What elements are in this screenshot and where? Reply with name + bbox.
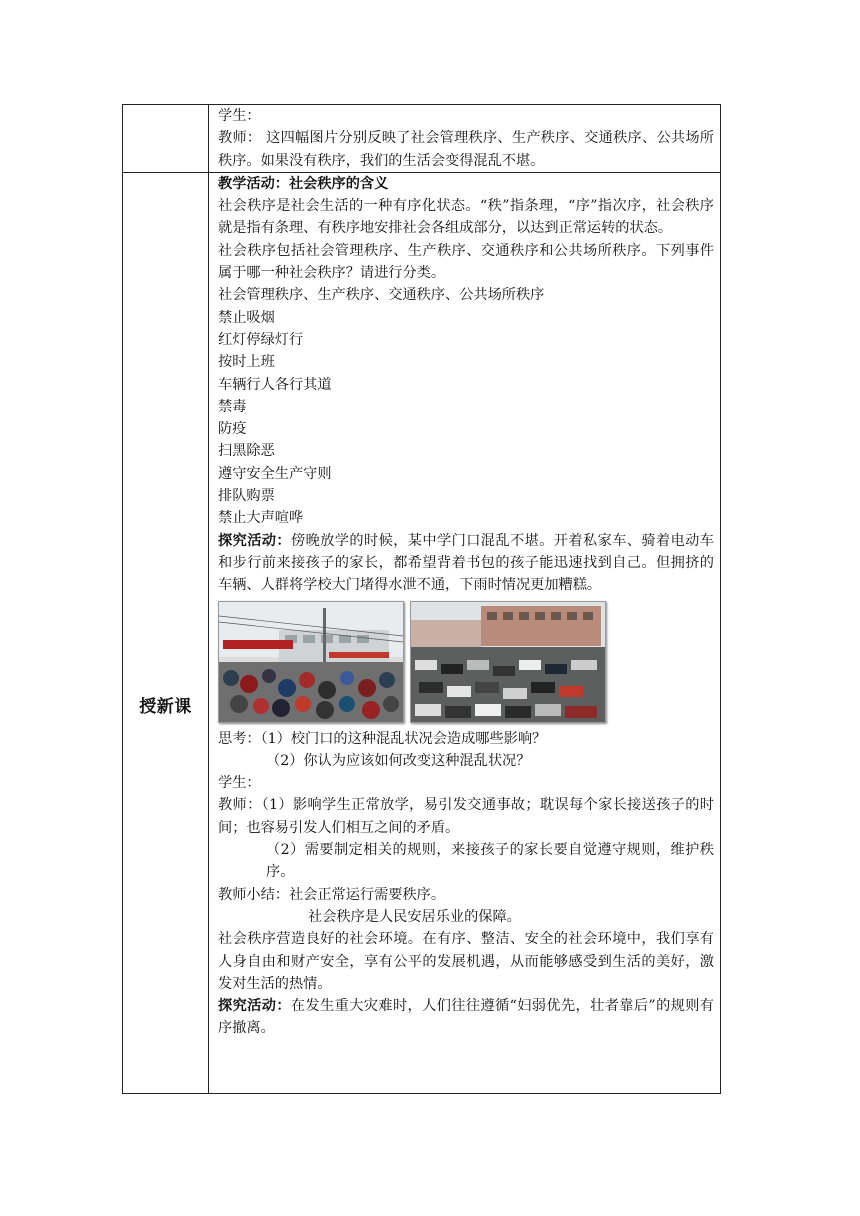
explore-label: 探究活动： [218, 998, 291, 1015]
summary-line-2: 社会秩序是人民安居乐业的保障。 [308, 908, 521, 925]
explore-text: 在发生重大灾难时，人们往往遵循“妇弱优先，壮者靠后”的规则有序撤离。 [218, 998, 714, 1037]
explore-text: 傍晚放学的时候，某中学门口混乱不堪。开着私家车、骑着电动车和步行前来接孩子的家长，都希望背着书包的孩子能迅速找到自己。但拥挤的车辆、人群将学校大门堵得水泄不通，下雨时情况更加糟糕。 [218, 532, 714, 594]
table-row [123, 172, 721, 1093]
label-cell [123, 172, 209, 1093]
categories-line: 社会管理秩序、生产秩序、交通秩序、公共场所秩序 [218, 287, 545, 304]
school-gate-photo-1 [218, 601, 404, 723]
teacher-answer-1: 教师：（1）影响学生正常放学，易引发交通事故；耽误每个家长接送孩子的时间；也容易引发人们相互之间的矛盾。 [218, 797, 714, 836]
teacher-line: 教师： 这四幅图片分别反映了社会管理秩序、生产秩序、交通秩序、公共场所秩序。如果没有秩序，我们的生活会变得混乱不堪。 [218, 130, 714, 169]
table-row [123, 105, 721, 173]
activity-title: 社会秩序的含义 [288, 175, 389, 192]
includes-paragraph: 社会秩序包括社会管理秩序、生产秩序、交通秩序和公共场所秩序。下列事件属于哪一种社会秩序？请进行分类。 [218, 242, 714, 282]
event-item: 禁止大声喧哗 [218, 510, 304, 527]
event-item: 禁止吸烟 [218, 309, 275, 326]
definition-paragraph: 社会秩序是社会生活的一种有序化状态。“秩”指条理，“序”指次序，社会秩序就是指有条理、有秩序地安排社会各组成部分，以达到正常运转的状态。 [218, 198, 714, 237]
content-cell [209, 105, 721, 173]
event-item: 车辆行人各行其道 [218, 376, 332, 393]
student-line: 学生： [218, 775, 261, 792]
event-item: 按时上班 [218, 354, 275, 371]
explore-paragraph [218, 995, 714, 1040]
student-line: 学生： [218, 108, 261, 124]
teacher-answer-2: （2）需要制定相关的规则，来接孩子的家长要自觉遵守规则，维护秩序。 [266, 842, 714, 881]
environment-paragraph: 社会秩序营造良好的社会环境。在有序、整洁、安全的社会环境中，我们享有人身自由和财产安全，享有公平的发展机遇，从而能够感受到生活的美好，激发对生活的热情。 [218, 931, 714, 992]
think-question-2: （2）你认为应该如何改变这种混乱状况？ [266, 752, 531, 769]
summary-line-1: 教师小结：社会正常运行需要秩序。 [218, 886, 446, 903]
lesson-table [122, 104, 721, 1094]
activity-heading [218, 173, 714, 195]
activity-label: 教学活动： [218, 175, 289, 192]
event-item: 红灯停绿灯行 [218, 331, 304, 348]
event-item: 排队购票 [218, 488, 275, 505]
think-question-1: 思考：（1）校门口的这种混乱状况会造成哪些影响？ [218, 730, 547, 747]
school-gate-photo-2 [410, 601, 606, 723]
explore-label: 探究活动： [218, 532, 291, 549]
event-item: 禁毒 [218, 398, 247, 415]
section-label: 授新课 [139, 696, 192, 717]
event-item: 遵守安全生产守则 [218, 465, 332, 482]
photo-row [218, 601, 714, 723]
explore-paragraph [218, 530, 714, 597]
content-cell [209, 172, 721, 1093]
event-item: 扫黑除恶 [218, 443, 275, 460]
event-item: 防疫 [218, 421, 247, 438]
label-cell-empty [123, 105, 209, 173]
